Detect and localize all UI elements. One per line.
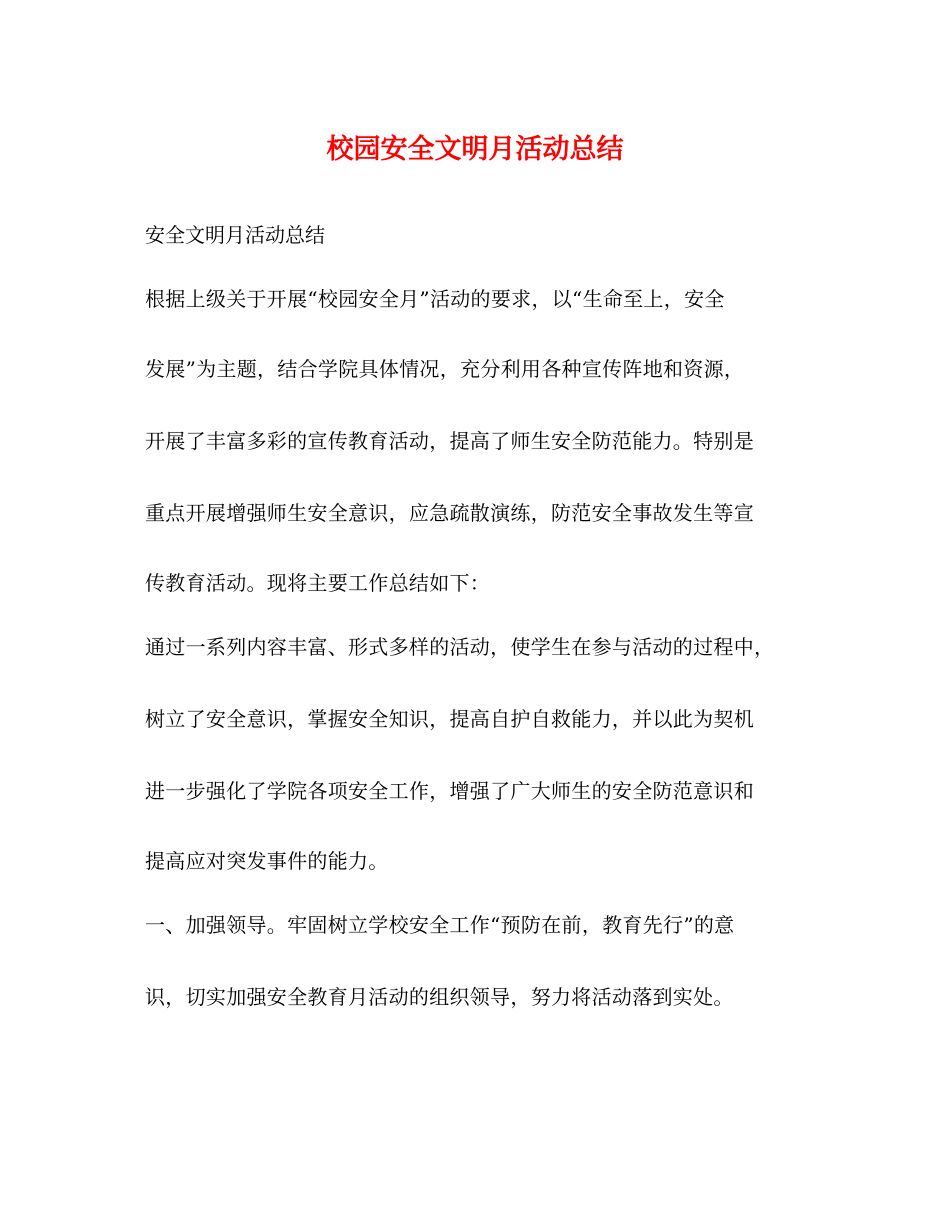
paragraph-1-line-2: 发展”为主题，结合学院具体情况，充分利用各种宣传阵地和资源， (145, 357, 745, 381)
paragraph-2-line-2: 树立了安全意识，掌握安全知识，提高自护自救能力，并以此为契机 (145, 707, 754, 731)
paragraph-1-line-5: 传教育活动。现将主要工作总结如下： (145, 571, 491, 595)
document-title: 校园安全文明月活动总结 (326, 134, 624, 165)
document-subtitle: 安全文明月活动总结 (145, 223, 325, 247)
paragraph-2-line-3: 进一步强化了学院各项安全工作，增强了广大师生的安全防范意识和 (145, 779, 754, 803)
paragraph-1-line-4: 重点开展增强师生安全意识，应急疏散演练，防范安全事故发生等宣 (145, 501, 754, 525)
paragraph-2-line-1: 通过一系列内容丰富、形式多样的活动，使学生在参与活动的过程中， (145, 635, 775, 659)
paragraph-1-line-1: 根据上级关于开展“校园安全月”活动的要求，以“生命至上，安全 (145, 287, 725, 311)
paragraph-3-line-2: 识，切实加强安全教育月活动的组织领导，努力将活动落到实处。 (145, 985, 734, 1009)
paragraph-1-line-3: 开展了丰富多彩的宣传教育活动，提高了师生安全防范能力。特别是 (145, 429, 754, 453)
paragraph-3-line-1: 一、加强领导。牢固树立学校安全工作“预防在前，教育先行”的意 (145, 913, 735, 937)
paragraph-2-line-4: 提高应对突发事件的能力。 (145, 849, 389, 873)
